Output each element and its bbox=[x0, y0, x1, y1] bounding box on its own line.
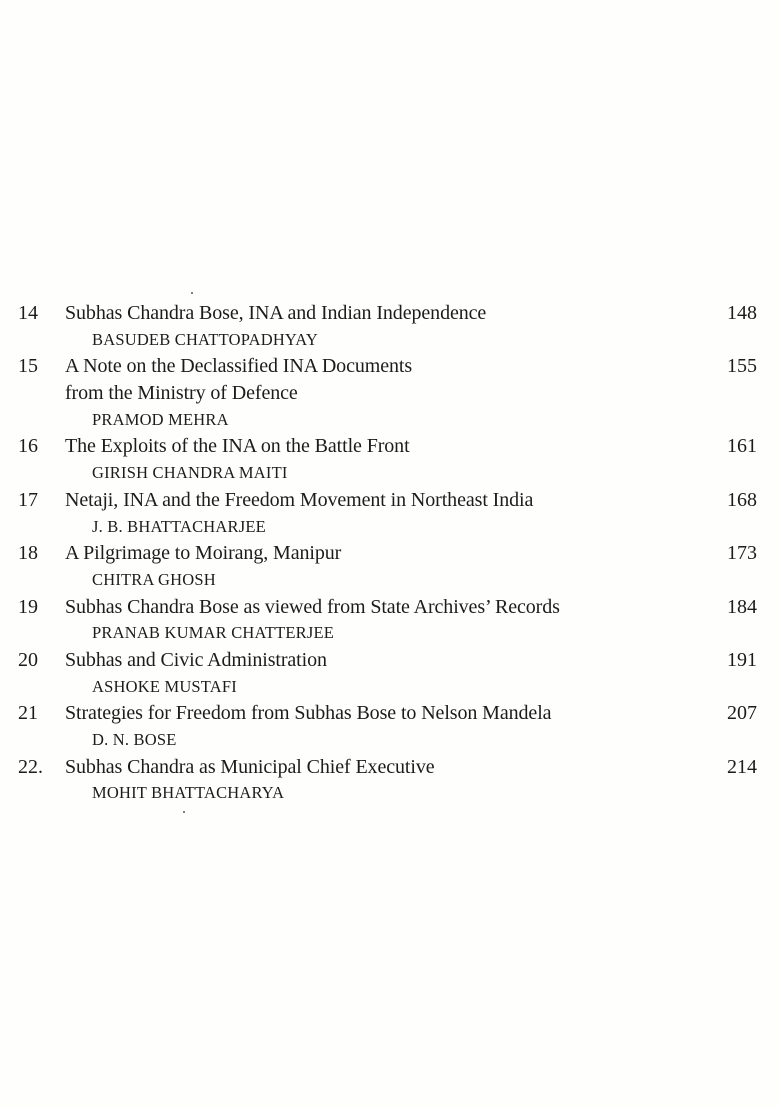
chapter-number: 22. bbox=[18, 755, 43, 778]
page-number: 214 bbox=[727, 755, 757, 778]
chapter-title: The Exploits of the INA on the Battle Front bbox=[65, 435, 410, 458]
toc-entry bbox=[0, 487, 780, 540]
chapter-author: BASUDEB CHATTOPADHYAY bbox=[92, 329, 318, 349]
scan-speck bbox=[191, 292, 193, 294]
toc-entry bbox=[0, 647, 780, 700]
chapter-title-continuation: from the Ministry of Defence bbox=[65, 382, 298, 405]
page-number: 161 bbox=[727, 435, 757, 458]
chapter-title: Subhas Chandra Bose, INA and Indian Independence bbox=[65, 302, 487, 324]
chapter-number: 15 bbox=[18, 355, 38, 378]
table-of-contents bbox=[0, 300, 780, 807]
chapter-title: Netaji, INA and the Freedom Movement in Northeast India bbox=[65, 488, 534, 511]
chapter-author: GIRISH CHANDRA MAITI bbox=[92, 463, 288, 483]
page-number: 184 bbox=[727, 595, 757, 618]
toc-entry bbox=[0, 700, 780, 753]
chapter-title: Subhas Chandra Bose as viewed from State Archives’ Records bbox=[65, 595, 560, 618]
toc-entry bbox=[0, 540, 780, 593]
chapter-number: 18 bbox=[18, 542, 38, 565]
chapter-number: 17 bbox=[18, 488, 38, 511]
chapter-number: 16 bbox=[18, 435, 38, 458]
chapter-author: PRAMOD MEHRA bbox=[92, 409, 229, 429]
chapter-author: PRANAB KUMAR CHATTERJEE bbox=[92, 623, 335, 643]
toc-entry bbox=[0, 754, 780, 807]
page-number: 148 bbox=[727, 302, 757, 324]
page-number: 168 bbox=[727, 488, 757, 511]
chapter-title: Strategies for Freedom from Subhas Bose to Nelson Mandela bbox=[65, 702, 552, 725]
chapter-author: MOHIT BHATTACHARYA bbox=[92, 783, 285, 803]
chapter-author: J. B. BHATTACHARJEE bbox=[92, 516, 266, 536]
chapter-author: CHITRA GHOSH bbox=[92, 569, 216, 589]
toc-entry bbox=[0, 300, 780, 353]
chapter-number: 14 bbox=[18, 302, 38, 324]
page-number: 191 bbox=[727, 648, 757, 671]
chapter-number: 21 bbox=[18, 702, 38, 725]
toc-entry bbox=[0, 353, 780, 433]
chapter-number: 19 bbox=[18, 595, 38, 618]
chapter-number: 20 bbox=[18, 648, 38, 671]
chapter-author: ASHOKE MUSTAFI bbox=[92, 676, 237, 696]
chapter-author: D. N. BOSE bbox=[92, 730, 177, 749]
chapter-title: Subhas Chandra as Municipal Chief Executive bbox=[65, 755, 435, 778]
page-number: 155 bbox=[727, 355, 757, 378]
toc-entry bbox=[0, 433, 780, 486]
chapter-title: A Pilgrimage to Moirang, Manipur bbox=[65, 542, 342, 565]
page-number: 207 bbox=[727, 702, 757, 725]
chapter-title: Subhas and Civic Administration bbox=[65, 648, 327, 671]
chapter-title: A Note on the Declassified INA Documents bbox=[65, 355, 413, 378]
toc-entry bbox=[0, 594, 780, 647]
page-number: 173 bbox=[727, 542, 757, 565]
scan-speck bbox=[183, 811, 185, 813]
